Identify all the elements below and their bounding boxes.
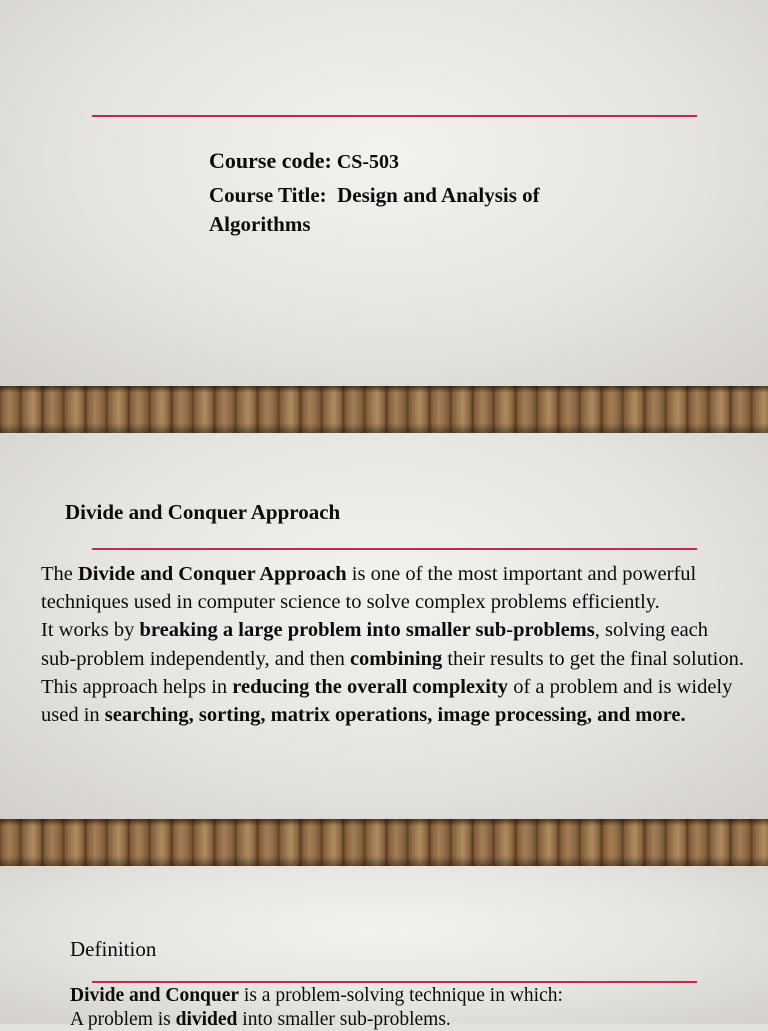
course-title <box>209 181 589 239</box>
course-code <box>209 148 399 174</box>
course-title-value: Design and Analysis of Algorithms <box>209 183 544 236</box>
text-run: The <box>41 563 78 585</box>
bold-run: Divide and Conquer <box>70 985 239 1006</box>
wood-floor-divider <box>0 819 768 866</box>
wood-floor-divider <box>0 386 768 433</box>
accent-rule <box>92 548 697 550</box>
course-title-label: Course Title: <box>209 183 327 207</box>
bold-run: reducing the overall complexity <box>232 676 508 698</box>
course-code-label: Course code: <box>209 148 332 173</box>
text-run: into smaller sub-problems. <box>237 1009 450 1030</box>
text-run: It works by <box>41 619 140 641</box>
paragraph <box>70 1008 730 1031</box>
bold-run: Divide and Conquer Approach <box>78 563 347 585</box>
paragraph <box>41 673 746 729</box>
slide-3-heading: Definition <box>70 937 156 962</box>
text-run: of a problem and is widely used in <box>41 676 732 726</box>
paragraph <box>70 984 730 1008</box>
bold-run: breaking a large problem into smaller sub-problems <box>140 619 595 641</box>
text-run: is one of the most important and powerful techniques used in computer science to solve complex problems efficiently. <box>41 563 696 613</box>
bold-run: divided <box>176 1009 238 1030</box>
text-run: , solving each sub-problem independently, and then <box>41 619 708 669</box>
text-run: A problem is <box>70 1009 176 1030</box>
accent-rule <box>92 981 697 983</box>
slide-1 <box>0 0 768 386</box>
course-code-value: CS-503 <box>332 151 399 173</box>
accent-rule <box>92 115 697 117</box>
paragraph <box>41 616 746 672</box>
paragraph <box>41 560 746 616</box>
bold-run: searching, sorting, matrix operations, image processing, and more. <box>105 704 686 726</box>
slide-2-body <box>41 560 746 729</box>
slide-2-heading: Divide and Conquer Approach <box>65 500 340 525</box>
text-run: This approach helps in <box>41 676 232 698</box>
text-run: is a problem-solving technique in which: <box>239 985 563 1006</box>
text-run: their results to get the final solution. <box>442 648 744 670</box>
bold-run: combining <box>350 648 442 670</box>
